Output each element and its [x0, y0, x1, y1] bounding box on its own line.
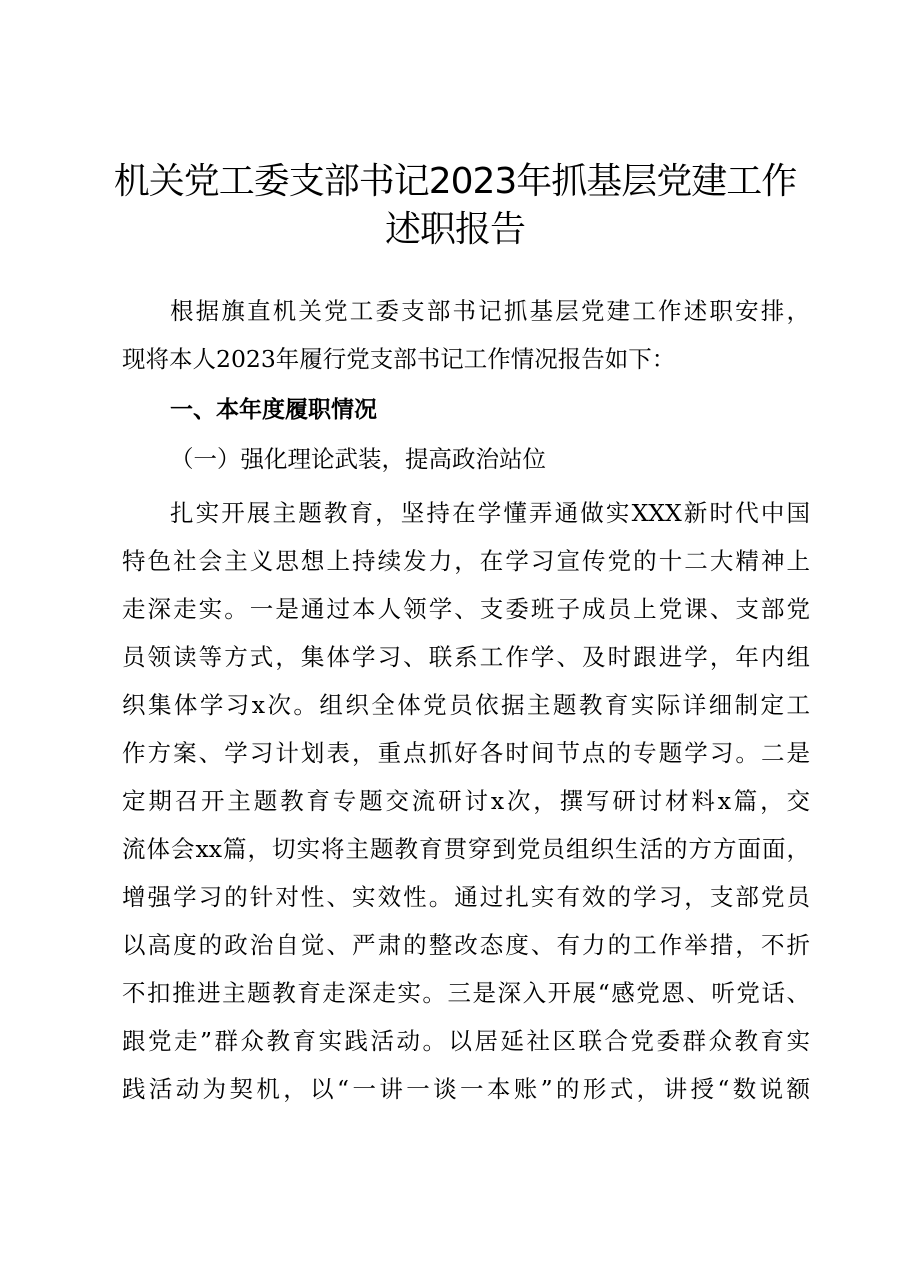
paragraph-line-2: 特色社会主义思想上持续发力，在学习宣传党的十二大精神上 — [122, 547, 810, 575]
paragraph-line-10: 以高度的政治自觉、严肃的整改态度、有力的工作举措，不折 — [122, 931, 810, 959]
paragraph-line-7: 定期召开主题教育专题交流研讨x次，撰写研讨材料x篇，交 — [122, 787, 810, 815]
paragraph-line-6: 作方案、学习计划表，重点抓好各时间节点的专题学习。二是 — [122, 739, 810, 767]
paragraph-line-8: 流体会xx篇，切实将主题教育贯穿到党员组织生活的方方面面， — [122, 835, 810, 863]
intro-line-2: 现将本人2023年履行党支部书记工作情况报告如下： — [122, 345, 676, 373]
paragraph-line-1: 扎实开展主题教育，坚持在学懂弄通做实XXX新时代中国 — [170, 499, 810, 527]
intro-paragraph — [122, 287, 810, 383]
subsection-heading-1: （一）强化理论武装，提高政治站位 — [170, 445, 546, 473]
paragraph-line-11: 不扣推进主题教育走深走实。三是深入开展“感党恩、听党话、 — [122, 979, 810, 1007]
body-paragraph-1 — [122, 489, 810, 1113]
paragraph-line-9: 增强学习的针对性、实效性。通过扎实有效的学习，支部党员 — [122, 883, 810, 911]
paragraph-line-3: 走深走实。一是通过本人领学、支委班子成员上党课、支部党 — [122, 595, 810, 623]
section-heading-1: 一、本年度履职情况 — [170, 397, 377, 423]
title-line-1: 机关党工委支部书记2023年抓基层党建工作 — [113, 161, 797, 202]
paragraph-line-13: 践活动为契机，以“一讲一谈一本账”的形式，讲授“数说额 — [122, 1075, 810, 1103]
intro-line-1: 根据旗直机关党工委支部书记抓基层党建工作述职安排， — [170, 297, 810, 325]
paragraph-line-5: 织集体学习x次。组织全体党员依据主题教育实际详细制定工 — [122, 691, 810, 719]
document-title — [110, 158, 800, 254]
paragraph-line-12: 跟党走”群众教育实践活动。以居延社区联合党委群众教育实 — [122, 1027, 810, 1055]
document-body — [122, 287, 810, 1113]
title-line-2: 述职报告 — [384, 209, 525, 250]
paragraph-line-4: 员领读等方式，集体学习、联系工作学、及时跟进学，年内组 — [122, 643, 810, 671]
